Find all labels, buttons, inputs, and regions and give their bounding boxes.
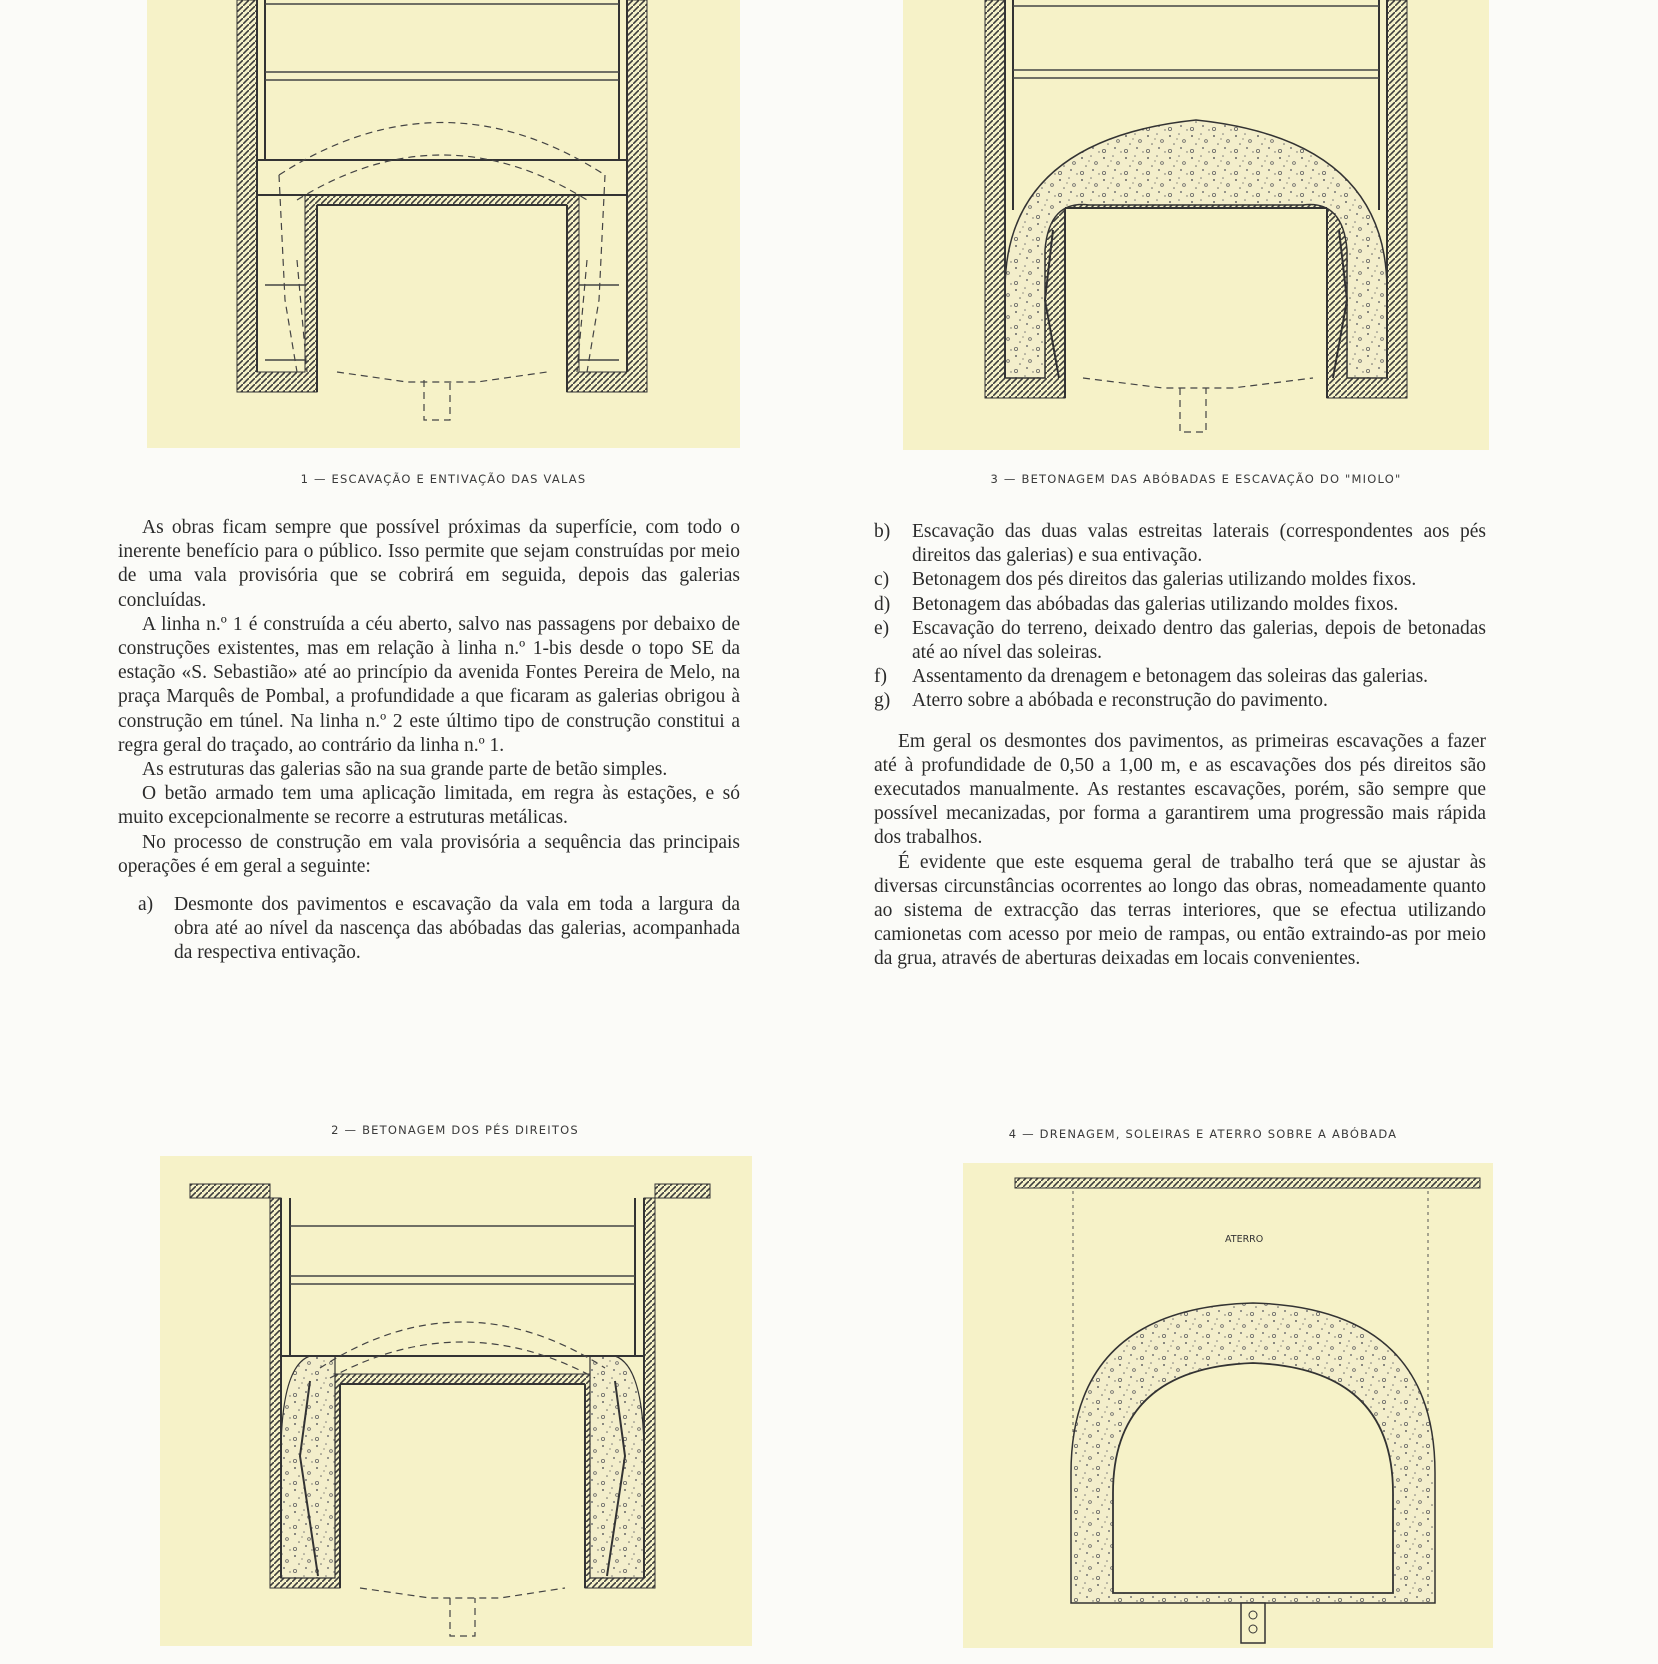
list-item [874,689,1486,713]
aterro-label: ATERRO [1225,1234,1264,1245]
figure-1-drawing [147,0,740,448]
list-item [118,893,740,966]
list-item [874,617,1486,665]
list-item [874,593,1486,617]
figure-2-drawing [160,1156,752,1646]
figure-1-caption: 1 — ESCAVAÇÃO E ENTIVAÇÃO DAS VALAS [300,472,587,486]
paragraph: Em geral os desmontes dos pavimentos, as primeiras escavações a fazer até à profundidade de 0,50 a 1,00 m, e as escavações dos pés direitos são executados manualmente. As restantes escavações, porém, são sempre que possível mecanizadas, por forma a garantirem uma progressão mais rápida dos trabalhos. [874,730,1486,849]
list-marker: c) [874,569,890,591]
figure-2-caption: 2 — BETONAGEM DOS PÉS DIREITOS [331,1123,579,1137]
list-marker: g) [874,690,891,712]
list-marker: a) [138,894,154,916]
list-marker: e) [874,617,890,639]
paragraph: A linha n.º 1 é construída a céu aberto, salvo nas passagens por debaixo de construções existentes, mas em relação à linha n.º 1-bis desde o topo SE da estação «S. Sebastião» até ao princípio da avenida Fontes Pereira de Melo, na praça Marquês de Pombal, a profundidade a que ficaram as galerias obrigou à construção em túnel. Na linha n.º 2 este último tipo de construção constitui a regra geral do traçado, ao contrário da linha n.º 1. [118,613,740,756]
left-text-column [118,516,740,966]
list-marker: d) [874,593,891,615]
figure-4-drawing [963,1163,1493,1648]
list-text: Betonagem dos pés direitos das galerias utilizando moldes fixos. [912,569,1417,591]
list-marker: f) [874,666,887,688]
paragraph: É evidente que este esquema geral de trabalho terá que se ajustar às diversas circunstâncias ocorrentes ao longo das obras, nomeadamente quanto ao sistema de extracção das terras interiores, que se efectua utilizando camionetas com acesso por meio de rampas, ou então extraindo-as por meio da grua, através de aberturas deixadas em locais convenientes. [874,851,1486,970]
list-marker: b) [874,521,891,542]
list-text: Betonagem das abóbadas das galerias utilizando moldes fixos. [912,593,1399,615]
list-text: Escavação do terreno, deixado dentro das galerias, depois de betonadas até ao nível das soleiras. [912,617,1486,664]
paragraph: As estruturas das galerias são na sua grande parte de betão simples. [142,759,668,781]
list-text: Assentamento da drenagem e betonagem das soleiras das galerias. [912,666,1429,688]
list-item [874,665,1486,689]
paragraph: No processo de construção em vala provisória a sequência das principais operações é em geral a seguinte: [118,831,740,877]
list-text: Escavação das duas valas estreitas laterais (correspondentes aos pés direitos das galerias) e sua entivação. [912,521,1486,567]
list-text: Aterro sobre a abóbada e reconstrução do pavimento. [912,690,1328,712]
figure-3-caption: 3 — BETONAGEM DAS ABÓBADAS E ESCAVAÇÃO DO "MIOLO" [990,472,1402,486]
list-text: Desmonte dos pavimentos e escavação da vala em toda a largura da obra até ao nível da nascença das abóbadas das galerias, acompanhada da respectiva entivação. [174,894,740,964]
figure-4-caption: 4 — DRENAGEM, SOLEIRAS E ATERRO SOBRE A ABÓBADA [1008,1127,1398,1141]
paragraph: As obras ficam sempre que possível próximas da superfície, com todo o inerente benefício para o público. Isso permite que sejam construídas por meio de uma vala provisória que se cobrirá em seguida, depois das galerias concluídas. [118,517,740,611]
operations-list [118,893,740,966]
list-item [874,520,1486,568]
paragraph: O betão armado tem uma aplicação limitada, em regra às estações, e só muito excepcionalmente se recorre a estruturas metálicas. [118,783,740,829]
right-text-column [874,520,1486,972]
figure-3-drawing [903,0,1489,450]
list-item [874,568,1486,592]
